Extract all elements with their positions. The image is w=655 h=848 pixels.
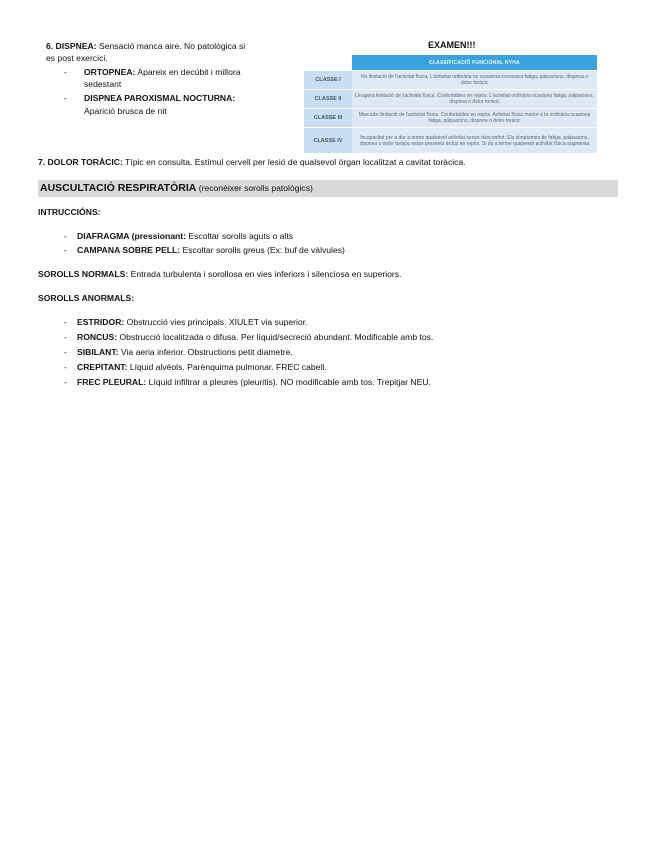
list-item: SIBILANT: Via aeria inferior. Obstructions petit diametre. bbox=[77, 347, 293, 357]
bullet-dash: - bbox=[64, 317, 67, 327]
dpn-label: DISPNEA PAROXISMAL NOCTURNA: bbox=[84, 93, 236, 103]
list-item: FREC PLEURAL: Líquid infiltrar a pleures (pleuritis). NO modificable amb tos. Trepitjar NEU. bbox=[77, 377, 431, 387]
nyha-header: CLASSIFICACIÓ FUNCIONAL NYHA bbox=[352, 55, 597, 71]
nyha-class: CLASSE III bbox=[304, 109, 352, 128]
ortopnea-label: ORTOPNEA: bbox=[84, 67, 136, 77]
nyha-desc: Marcada limitació de l'activitat física. Confortables en repòs. Activitat física menor a la ordinària ocasiona fatiga, palpacions, dispnea o dolor toràcic bbox=[352, 109, 597, 128]
ortopnea-text-2: sedestant bbox=[84, 79, 122, 89]
list-item: CREPITANT: Líquid alvèols. Parènquima pulmonar. FREC cabell. bbox=[77, 362, 327, 372]
sorolls-normals-label: SOROLLS NORMALS: bbox=[38, 269, 129, 279]
list-item: CAMPANA SOBRE PELL: Escoltar sorolls greus (Ex: buf de vàlvules) bbox=[77, 245, 345, 255]
bullet-dash: - bbox=[64, 231, 67, 241]
dpn-text: Aparició brusca de nit bbox=[84, 106, 167, 116]
bullet-dash: - bbox=[64, 93, 67, 103]
bullet-dash: - bbox=[64, 377, 67, 387]
sorolls-anormals-heading: SOROLLS ANORMALS: bbox=[38, 293, 135, 303]
exam-label: EXAMEN!!! bbox=[428, 40, 476, 50]
nyha-desc: Incapacitat per a dur a terme qualsevol activitat sense desconfort. Els símptomes de fatiga, palpacions, dispnea o dolor toràcic estan presents inclús en repòs. Si du a terme qualsevol activitat física augmenta bbox=[352, 128, 597, 154]
intruccions-heading: INTRUCCIÓNS: bbox=[38, 207, 101, 217]
dolor-label: 7. DOLOR TORÀCIC: bbox=[38, 157, 123, 167]
nyha-table bbox=[304, 55, 597, 154]
dolor-toracic-line bbox=[38, 157, 466, 168]
bullet-dash: - bbox=[64, 332, 67, 342]
ortopnea-line-1 bbox=[84, 67, 241, 78]
nyha-class: CLASSE II bbox=[304, 90, 352, 109]
dispnea-text-2: es post exercici. bbox=[46, 53, 108, 63]
bullet-dash: - bbox=[64, 347, 67, 357]
list-item: DIAFRAGMA (pressionant: Escoltar sorolls aguts o alts bbox=[77, 231, 294, 241]
sorolls-normals-text: Entrada turbulenta i sorollosa en vies inferiors i silenciosa en superiors. bbox=[128, 269, 402, 279]
bullet-dash: - bbox=[64, 67, 67, 77]
bullet-dash: - bbox=[64, 362, 67, 372]
dispnea-text-1: Sensació manca aire. No patològica si bbox=[96, 41, 246, 51]
list-item: ESTRIDOR: Obstrucció vies principals. XIULET via superior. bbox=[77, 317, 308, 327]
nyha-class: CLASSE IV bbox=[304, 128, 352, 154]
dispnea-line-1 bbox=[46, 41, 245, 52]
section-subtitle: (reconèixer sorolls patològics) bbox=[196, 183, 313, 193]
section-title-text: AUSCULTACIÓ RESPIRATÒRIA bbox=[40, 182, 197, 194]
dispnea-label: 6. DISPNEA: bbox=[46, 41, 97, 51]
nyha-class: CLASSE I bbox=[304, 71, 352, 90]
list-item: RONCUS: Obstrucció localitzada o difusa. Per líquid/secreció abundant. Modificable amb tos. bbox=[77, 332, 434, 342]
nyha-desc: Lleugera limitació de l'activitat física. Confortables en repòs. L'activitat ordinària ocasiona fatiga, palpacions, dispnea o dolor toràcic bbox=[352, 90, 597, 109]
bullet-dash: - bbox=[64, 245, 67, 255]
sorolls-normals-line bbox=[38, 269, 401, 280]
nyha-header-spacer bbox=[304, 55, 352, 71]
section-title bbox=[40, 182, 313, 194]
nyha-desc: No limitació de l'activitat física. L'activitat ordinària no ocasiona excessiva fatiga, palpacions, dispnea o dolor toràcic bbox=[352, 71, 597, 90]
ortopnea-text-1: Apareix en decúbit i millora bbox=[135, 67, 241, 77]
dolor-text: Típic en consulta. Estímul cervell per lesió de qualsevol òrgan localitzat a cavitat toràcica. bbox=[122, 157, 466, 167]
